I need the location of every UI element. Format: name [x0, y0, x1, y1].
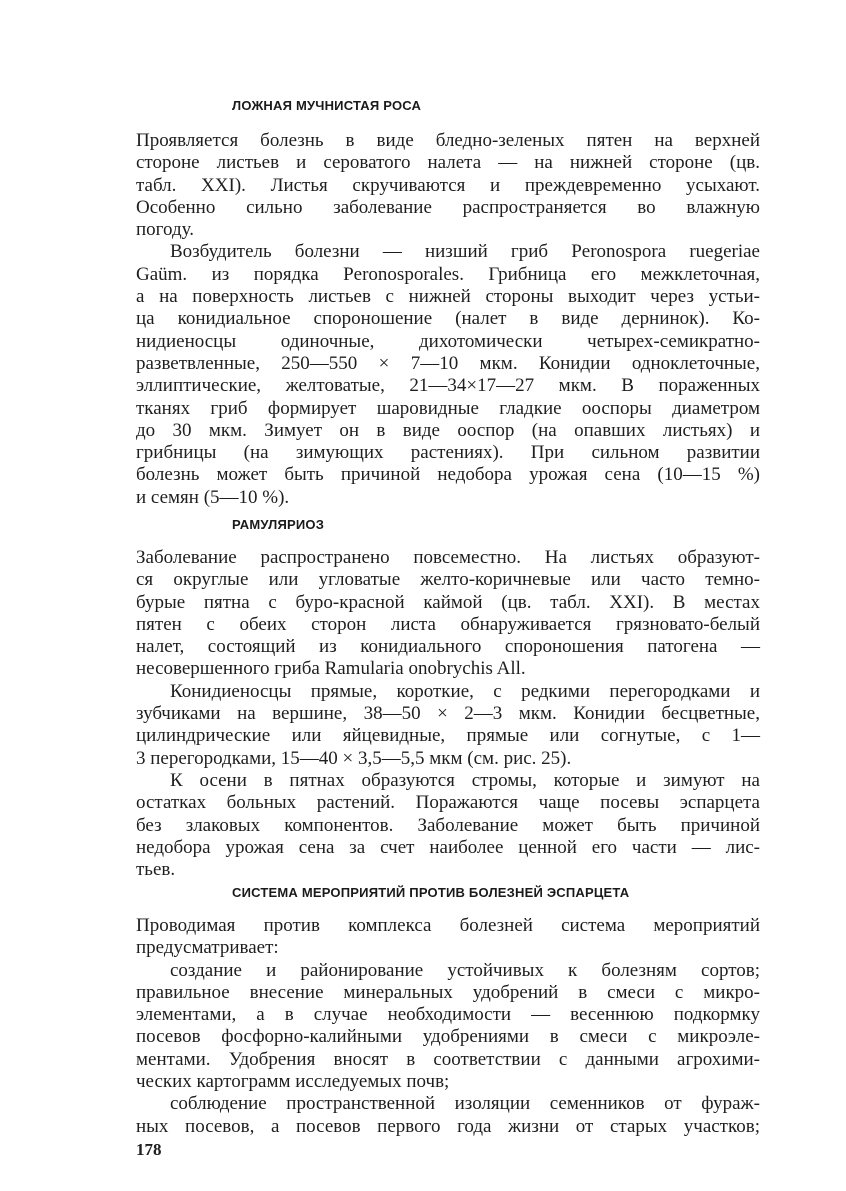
section-heading: ЛОЖНАЯ МУЧНИСТАЯ РОСА [232, 98, 422, 113]
text-line: Возбудитель болезни — низший гриб Peronospora ruegeriae [170, 241, 760, 263]
text-line: остатках больных растений. Поражаются чаще посевы эспарцета [136, 792, 760, 814]
text-line: создание и районирование устойчивых к болезням сортов; [170, 959, 760, 981]
text-line: тканях гриб формирует шаровидные гладкие ооспоры диаметром [136, 397, 760, 419]
text-line: зубчиками на вершине, 38—50 × 2—3 мкм. Конидии бесцветные, [136, 703, 760, 725]
section-heading: РАМУЛЯРИОЗ [232, 517, 325, 532]
text-line: Особенно сильно заболевание распространяется во влажную [136, 196, 760, 218]
text-line: Проводимая против комплекса болезней система мероприятий [136, 915, 760, 936]
text-line: грибницы (на зимующих растениях). При сильном развитии [136, 442, 760, 464]
text-line: ца конидиальное спороношение (налет в виде дернинок). Ко- [136, 308, 760, 330]
text-line: болезнь может быть причиной недобора урожая сена (10—15 %) [136, 464, 760, 486]
text-line: Конидиеносцы прямые, короткие, с редкими перегородками и [170, 680, 760, 702]
text-line: а на поверхность листьев с нижней стороны выходит через устьи- [136, 286, 760, 308]
text-line: нидиеносцы одиночные, дихотомически четырех-семикратно- [136, 330, 760, 352]
text-line: до 30 мкм. Зимует он в виде ооспор (на опавших листьях) и [136, 419, 760, 441]
text-line: ся округлые или угловатые желто-коричневые или часто темно- [136, 569, 760, 591]
text-line: Проявляется болезнь в виде бледно-зеленых пятен на верхней [136, 130, 760, 151]
text-line: посевов фосфорно-калийными удобрениями в смеси с микроэле- [136, 1026, 760, 1048]
text-line: К осени в пятнах образуются стромы, которые и зимуют на [170, 769, 760, 791]
text-line: табл. XXI). Листья скручиваются и преждевременно усыхают. [136, 174, 760, 196]
text-line: разветвленные, 250—550 × 7—10 мкм. Конидии одноклеточные, [136, 352, 760, 374]
text-line: ческих картограмм исследуемых почв; [136, 1071, 450, 1093]
section-heading: СИСТЕМА МЕРОПРИЯТИЙ ПРОТИВ БОЛЕЗНЕЙ ЭСПАРЦЕТА [232, 885, 630, 900]
page-number: 178 [136, 1140, 162, 1159]
text-line: без злаковых компонентов. Заболевание может быть причиной [136, 814, 760, 836]
text-line: Gaüm. из порядка Peronosporales. Грибница его межклеточная, [136, 263, 760, 285]
section-1-text [136, 130, 760, 509]
text-line: элементами, а в случае необходимости — весеннюю подкормку [136, 1004, 760, 1026]
text-line: эллиптические, желтоватые, 21—34×17—27 мкм. В пораженных [136, 375, 760, 397]
section-2-text [136, 547, 760, 881]
text-line: ментами. Удобрения вносят в соответствии с данными агрохими- [136, 1048, 760, 1070]
text-line: несовершенного гриба Ramularia onobrychis All. [136, 658, 526, 680]
text-line: стороне листьев и сероватого налета — на нижней стороне (цв. [136, 152, 760, 174]
text-line: Заболевание распространено повсеместно. На листьях образуют- [136, 547, 760, 568]
section-3-text [136, 915, 760, 1138]
text-line: тьев. [136, 859, 176, 881]
text-line: предусматривает: [136, 937, 279, 959]
text-line: правильное внесение минеральных удобрений в смеси с микро- [136, 981, 760, 1003]
text-line: бурые пятна с буро-красной каймой (цв. табл. XXI). В местах [136, 591, 760, 613]
text-line: цилиндрические или яйцевидные, прямые или согнутые, с 1— [136, 725, 760, 747]
text-line: соблюдение пространственной изоляции семенников от фураж- [170, 1093, 760, 1115]
text-line: недобора урожая сена за счет наиболее ценной его части — лис- [136, 836, 760, 858]
text-line: ных посевов, а посевов первого года жизни от старых участков; [136, 1115, 760, 1137]
text-line: и семян (5—10 %). [136, 486, 290, 508]
text-line: 3 перегородками, 15—40 × 3,5—5,5 мкм (см. рис. 25). [136, 747, 572, 769]
text-line: пятен с обеих сторон листа обнаруживается грязновато-белый [136, 613, 760, 635]
text-line: погоду. [136, 219, 194, 241]
text-line: налет, состоящий из конидиального спороношения патогена — [136, 636, 760, 658]
